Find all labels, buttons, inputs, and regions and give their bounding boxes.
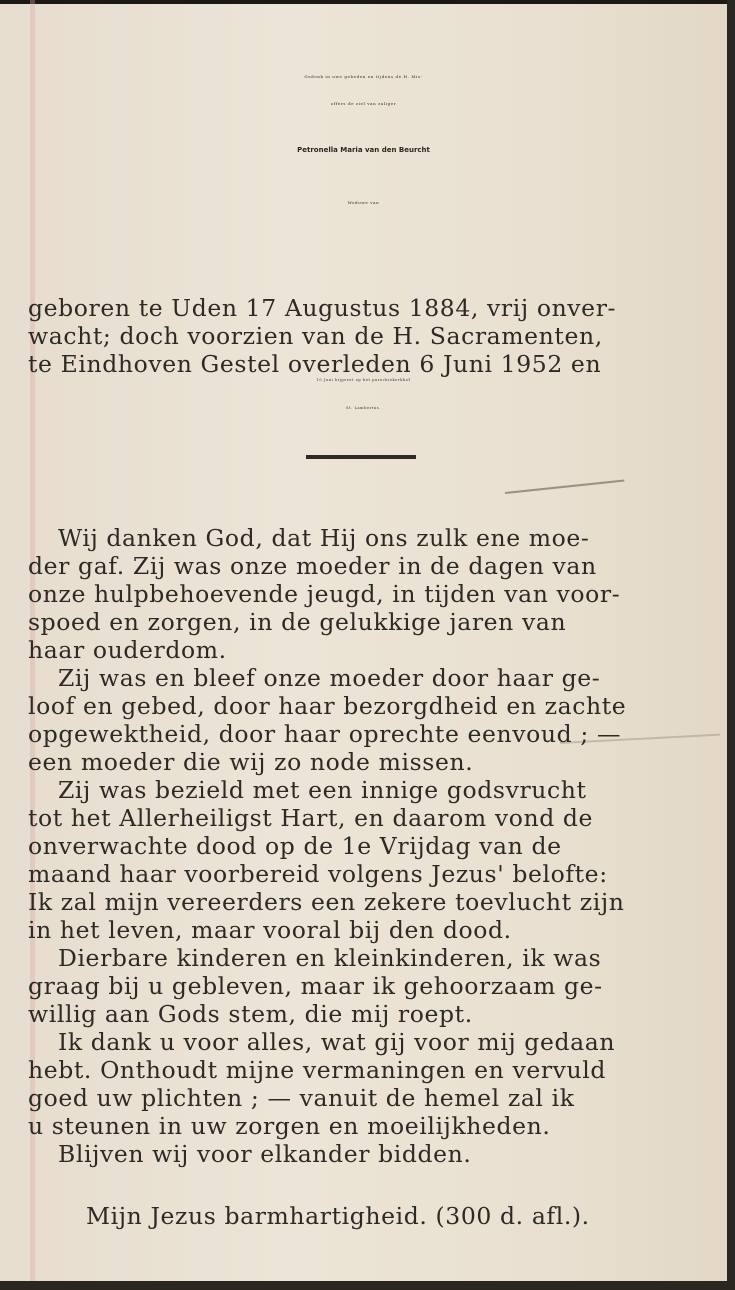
body-line-8: opgewektheid, door haar oprechte eenvoud ; — (28, 720, 622, 748)
body-line-16: Dierbare kinderen en kleinkinderen, ik was (58, 944, 602, 972)
body-line-2: der gaf. Zij was onze moeder in de dagen van (28, 552, 597, 580)
body-line-12: onverwachte dood op de 1e Vrijdag van de (28, 832, 562, 860)
body-line-15: in het leven, maar vooral bij den dood. (28, 916, 512, 944)
intro-line-2: offers de ziel van zaliger (330, 101, 397, 106)
divider-rule (306, 455, 416, 459)
intro-line-1: Gedenk in uwe gebeden en tijdens de H. Mis- (304, 74, 423, 79)
relation-label: Weduwe van (347, 200, 380, 205)
body-line-21: goed uw plichten ; — vanuit de hemel zal ik (28, 1084, 575, 1112)
body-line-14: Ik zal mijn vereerders een zekere toevlucht zijn (28, 888, 625, 916)
body-line-22: u steunen in uw zorgen en moeilijkheden. (28, 1112, 551, 1140)
body-line-5: haar ouderdom. (28, 636, 227, 664)
body-line-23: Blijven wij voor elkander bidden. (58, 1140, 472, 1168)
body-line-18: willig aan Gods stem, die mij roept. (28, 1000, 473, 1028)
body-line-11: tot het Allerheiligst Hart, en daarom vond de (28, 804, 594, 832)
body-line-20: hebt. Onthoudt mijne vermaningen en vervuld (28, 1056, 607, 1084)
bio-line-2: wacht; doch voorzien van de H. Sacramenten, (28, 322, 603, 350)
body-line-13: maand haar voorbereid volgens Jezus' belofte: (28, 860, 608, 888)
bio-line-4: 10 Juni bijgezet op het parochiekerkhof (316, 378, 411, 382)
card-top-edge (0, 0, 727, 4)
body-line-17: graag bij u gebleven, maar ik gehoorzaam ge- (28, 972, 603, 1000)
body-line-10: Zij was bezield met een innige godsvrucht (58, 776, 587, 804)
bio-line-1: geboren te Uden 17 Augustus 1884, vrij onver- (28, 294, 617, 322)
deceased-name: Petronella Maria van den Beurcht (297, 146, 430, 154)
bio-line-3: te Eindhoven Gestel overleden 6 Juni 1952 en (28, 350, 602, 378)
bio-line-5: St. Lambertus. (346, 406, 381, 410)
body-line-19: Ik dank u voor alles, wat gij voor mij gedaan (58, 1028, 616, 1056)
body-line-1: Wij danken God, dat Hij ons zulk ene moe- (58, 524, 590, 552)
closing-prayer: Mijn Jezus barmhartigheid. (300 d. afl.). (86, 1202, 590, 1230)
body-line-9: een moeder die wij zo node missen. (28, 748, 474, 776)
paper-crease (505, 479, 625, 494)
body-line-3: onze hulpbehoevende jeugd, in tijden van voor- (28, 580, 621, 608)
body-line-4: spoed en zorgen, in de gelukkige jaren van (28, 608, 567, 636)
body-line-6: Zij was en bleef onze moeder door haar ge- (58, 664, 601, 692)
body-line-7: loof en gebed, door haar bezorgdheid en zachte (28, 692, 627, 720)
